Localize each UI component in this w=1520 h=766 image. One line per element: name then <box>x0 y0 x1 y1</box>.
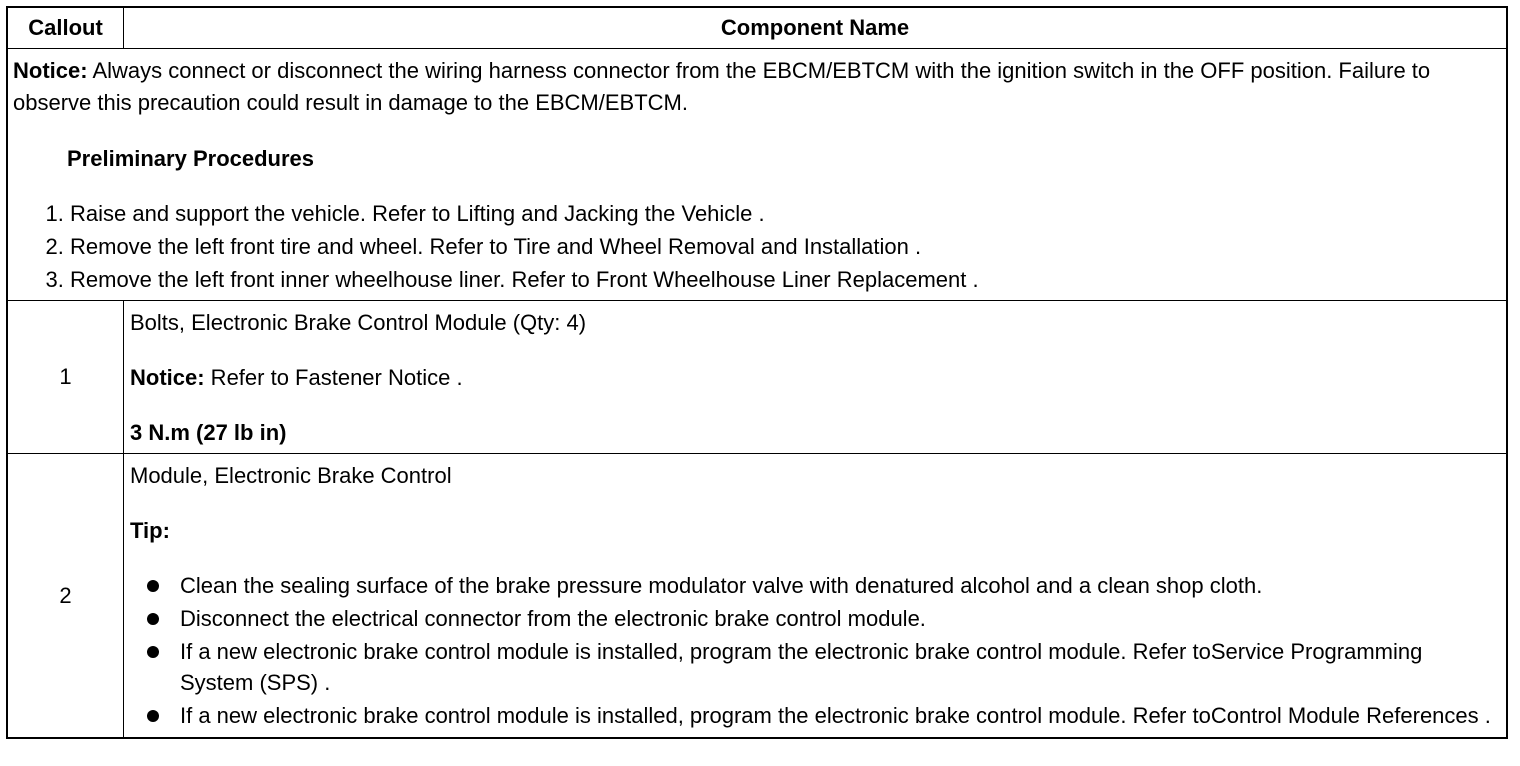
list-item: 1. Raise and support the vehicle. Refer to Lifting and Jacking the Vehicle . <box>70 197 1502 230</box>
notice-cell <box>7 49 1507 301</box>
bullet-icon <box>147 710 159 722</box>
list-item <box>180 700 1500 731</box>
tip-label: Tip: <box>130 518 170 543</box>
notice-text: Refer to Fastener Notice . <box>204 365 463 390</box>
callout-number: 1 <box>7 301 124 454</box>
notice-paragraph <box>13 55 1502 119</box>
list-item <box>180 636 1500 698</box>
preliminary-procedures-title: Preliminary Procedures <box>67 146 315 171</box>
tip-text: If a new electronic brake control module is installed, program the electronic brake control module. Refer toService Programming System (SPS) . <box>180 639 1423 695</box>
table-row <box>7 454 1507 739</box>
table-row <box>7 301 1507 454</box>
fastener-notice <box>130 362 1500 394</box>
list-item <box>180 570 1500 601</box>
callout-number: 2 <box>7 454 124 739</box>
notice-text: Always connect or disconnect the wiring harness connector from the EBCM/EBTCM with the ignition switch in the OFF position. Failure to observe this precaution could result in damage to the EBCM/EBTCM. <box>13 58 1431 115</box>
list-item <box>180 603 1500 634</box>
bullet-icon <box>147 613 159 625</box>
list-item: 3. Remove the left front inner wheelhouse liner. Refer to Front Wheelhouse Liner Replacement . <box>70 263 1502 296</box>
component-name: Module, Electronic Brake Control <box>130 463 452 488</box>
preliminary-steps-list <box>13 197 1502 296</box>
component-name: Bolts, Electronic Brake Control Module (Qty: 4) <box>130 310 587 335</box>
notice-label: Notice: <box>13 58 88 83</box>
component-name-column-header: Component Name <box>124 7 1508 49</box>
component-cell <box>124 454 1508 739</box>
component-cell <box>124 301 1508 454</box>
bullet-icon <box>147 646 159 658</box>
tip-text: If a new electronic brake control module is installed, program the electronic brake control module. Refer toControl Module References . <box>180 703 1491 728</box>
callout-column-header: Callout <box>7 7 124 49</box>
table-header-row <box>7 7 1507 49</box>
tip-text: Disconnect the electrical connector from the electronic brake control module. <box>180 606 926 631</box>
list-item: 2. Remove the left front tire and wheel. Refer to Tire and Wheel Removal and Installation . <box>70 230 1502 263</box>
component-table <box>6 6 1508 739</box>
preliminary-row <box>7 49 1507 301</box>
bullet-icon <box>147 580 159 592</box>
notice-label: Notice: <box>130 365 205 390</box>
torque-spec: 3 N.m (27 lb in) <box>130 420 287 445</box>
tip-text: Clean the sealing surface of the brake pressure modulator valve with denatured alcohol and a clean shop cloth. <box>180 573 1263 598</box>
tips-list <box>130 570 1500 731</box>
